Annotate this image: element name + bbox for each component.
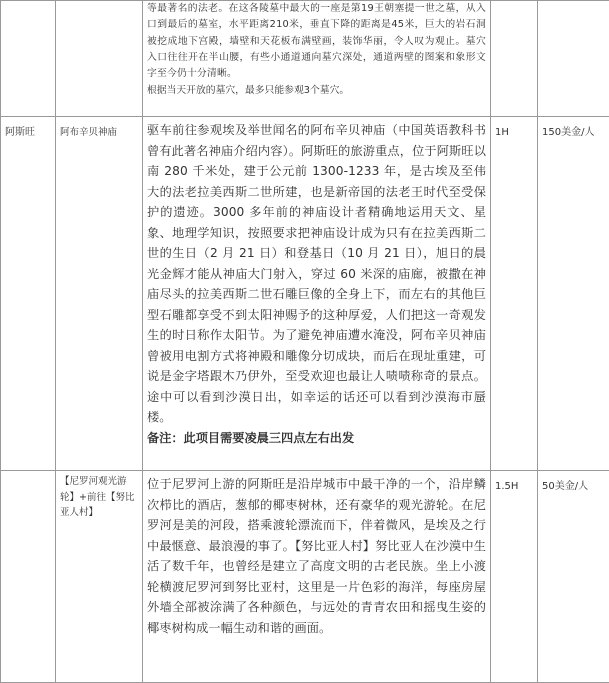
description-cell xyxy=(143,471,491,683)
duration-cell: 1H xyxy=(491,117,538,471)
city-cell xyxy=(1,471,56,683)
description-text: 驱车前往参观埃及举世闻名的阿布辛贝神庙（中国英语教科书曾有此著名神庙介绍内容）。阿斯旺的旅游重点，位于阿斯旺以南 280 千米处，建于公元前 1300-1233 年，是古埃及至伟大的法老拉美西斯二世所建，也是新帝国的法老王时代至受保护的遗迹。3000 多年前的神庙设计者精确地运用天文、星象、地理学知识，按照要求把神庙设计成为只有在拉美西斯二世的生日（2 月 21 日）和登基日（10 月 21 日），旭日的晨光金辉才能从神庙大门射入，穿过 60 米深的庙廊，被撒在神庙尽头的拉美西斯二世石雕巨像的全身上下，而左右的其他巨型石雕都享受不到太阳神赐予的这种厚爱，人们把这一奇观发生的时日称作太阳节。为了避免神庙遭水淹没，阿布辛贝神庙曾被用电割方式将神殿和雕像分切成块，而后在现址重建，可说是金字塔跟木乃伊外，至受欢迎也最让人啧啧称奇的景点。途中可以看到沙漠日出，如幸运的话还可以看到沙漠海市蜃楼。 xyxy=(147,120,486,428)
item-cell: 阿布辛贝神庙 xyxy=(56,117,143,471)
table-row xyxy=(1,1,609,117)
city-cell: 阿斯旺 xyxy=(1,117,56,471)
price-cell xyxy=(538,1,609,117)
city-cell xyxy=(1,1,56,117)
item-cell: 【尼罗河观光游轮】+前往【努比亚人村】 xyxy=(56,471,143,683)
description-cell xyxy=(143,1,491,117)
remark-text: 备注：此项目需要凌晨三四点左右出发 xyxy=(147,428,486,449)
price-cell: 150美金/人 xyxy=(538,117,609,471)
description-text: 位于尼罗河上游的阿斯旺是沿岸城市中最干净的一个，沿岸鳞次栉比的酒店，葱郁的椰枣树林，还有豪华的观光游轮。在尼罗河是美的河段，搭乘渡轮漂流而下，伴着微风，是埃及之行中最惬意、最浪漫的事了。【努比亚人村】努比亚人在沙漠中生活了数千年，也曾经是建立了高度文明的古老民族。坐上小渡轮横渡尼罗河到努比亚村，这里是一片色彩的海洋，每座房屋外墙全部被涂满了各种颜色，与远处的青青农田和摇曳生姿的椰枣树构成一幅生动和谐的画面。 xyxy=(147,474,486,638)
table-row xyxy=(1,471,609,683)
tomb-limit-note: 根据当天开放的墓穴，最多只能参观3个墓穴。 xyxy=(147,83,486,98)
table-row xyxy=(1,117,609,471)
price-cell: 50美金/人 xyxy=(538,471,609,683)
item-cell xyxy=(56,1,143,117)
duration-cell xyxy=(491,1,538,117)
description-cell xyxy=(143,117,491,471)
duration-cell: 1.5H xyxy=(491,471,538,683)
description-text: 等最著名的法老。在这各陵墓中最大的一座是第19王朝塞提一世之墓，从入口到最后的墓室，水平距离210米，垂直下降的距离是45米，巨大的岩石洞被挖成地下宫殿，墙壁和天花板布满壁画，装饰华丽，令人叹为观止。墓穴入口往往开在半山腰，有些小通道通向墓穴深处，通道两壁的图案和象形文字至今仍十分清晰。 xyxy=(147,1,486,82)
